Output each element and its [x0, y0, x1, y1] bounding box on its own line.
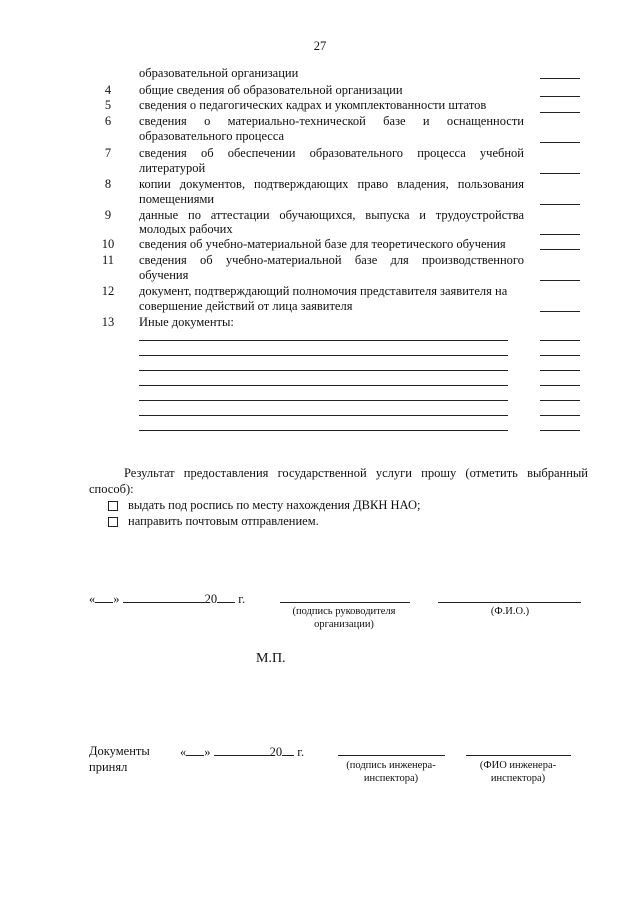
list-item-number: 4 — [104, 83, 112, 97]
other-document-line — [139, 355, 508, 356]
list-item-text: сведения об учебно-материальной базе для теоретического обучения — [139, 237, 506, 251]
entry-blank-line — [540, 400, 580, 401]
list-item-text: копии документов, подтверждающих право владения, пользования — [139, 177, 524, 191]
signature-caption: (подпись руководителя — [292, 606, 396, 617]
day-blank — [95, 591, 113, 603]
list-item-text: сведения о материально-технической базе и оснащенности — [139, 114, 524, 128]
list-item-text: данные по аттестации обучающихся, выпуска и трудоустройства — [139, 208, 524, 222]
entry-blank-line — [540, 311, 580, 312]
result-paragraph-line2: способ): — [89, 482, 134, 496]
option-checkbox[interactable] — [108, 501, 118, 511]
entry-blank-line — [540, 204, 580, 205]
list-item-number: 13 — [101, 315, 115, 329]
accepted-label: Документы — [89, 744, 150, 758]
entry-blank-line — [540, 249, 580, 250]
quote-close: » — [113, 592, 120, 606]
list-item-text: общие сведения об образовательной организации — [139, 83, 403, 97]
list-item-text: совершение действий от лица заявителя — [139, 299, 353, 313]
list-item-text: молодых рабочих — [139, 222, 233, 236]
other-document-line — [139, 415, 508, 416]
page-number: 27 — [313, 39, 327, 53]
list-item-text: сведения о педагогических кадрах и укомплектованности штатов — [139, 98, 487, 112]
entry-blank-line — [540, 234, 580, 235]
list-item-number: 11 — [101, 253, 115, 267]
entry-blank-line — [540, 415, 580, 416]
entry-blank-line — [540, 355, 580, 356]
option-label: направить почтовым отправлением. — [128, 514, 319, 528]
stamp-placeholder: М.П. — [256, 651, 286, 666]
list-item-text: Иные документы: — [139, 315, 234, 329]
accepted-label: принял — [89, 760, 128, 774]
other-document-line — [139, 385, 508, 386]
month-blank — [123, 591, 205, 603]
other-document-line — [139, 370, 508, 371]
list-item-number: 6 — [104, 114, 112, 128]
entry-blank-line — [540, 142, 580, 143]
year-prefix: 20 — [204, 592, 218, 606]
fio-line — [466, 755, 571, 756]
list-item-text: образовательной организации — [139, 66, 299, 80]
year-suffix: г. — [297, 745, 305, 759]
entry-blank-line — [540, 280, 580, 281]
other-document-line — [139, 430, 508, 431]
list-item-text: помещениями — [139, 192, 215, 206]
list-item-text: обучения — [139, 268, 189, 282]
entry-blank-line — [540, 96, 580, 97]
signature-caption: организации) — [314, 619, 374, 630]
entry-blank-line — [540, 173, 580, 174]
option-checkbox[interactable] — [108, 517, 118, 527]
quote-open: « — [180, 745, 187, 759]
entry-blank-line — [540, 78, 580, 79]
fio-caption: (Ф.И.О.) — [490, 606, 530, 617]
list-item-text: сведения об учебно-материальной базе для производственного — [139, 253, 524, 267]
list-item-text: литературой — [139, 161, 206, 175]
date-field — [89, 591, 245, 606]
entry-blank-line — [540, 430, 580, 431]
list-item-number: 8 — [104, 177, 112, 191]
month-blank — [214, 744, 270, 756]
other-document-line — [139, 400, 508, 401]
option-label: выдать под роспись по месту нахождения ДВКН НАО; — [128, 498, 421, 512]
result-paragraph-line1: Результат предоставления государственной услуги прошу (отметить выбранный — [124, 466, 588, 480]
list-item-text: сведения об обеспечении образовательного процесса учебной — [139, 146, 524, 160]
quote-close: » — [204, 745, 211, 759]
day-blank — [186, 744, 204, 756]
fio-line — [438, 602, 581, 603]
list-item-number: 12 — [101, 284, 115, 298]
list-item-text: документ, подтверждающий полномочия представителя заявителя на — [139, 284, 508, 298]
signature-line — [338, 755, 445, 756]
entry-blank-line — [540, 370, 580, 371]
year-blank — [282, 744, 294, 756]
signature-caption: (подпись инженера- — [346, 760, 436, 771]
date-field — [180, 744, 304, 759]
list-item-number: 5 — [104, 98, 112, 112]
year-prefix: 20 — [269, 745, 283, 759]
year-suffix: г. — [238, 592, 246, 606]
quote-open: « — [89, 592, 96, 606]
list-item-number: 9 — [104, 208, 112, 222]
entry-blank-line — [540, 385, 580, 386]
other-document-line — [139, 340, 508, 341]
list-item-number: 7 — [104, 146, 112, 160]
entry-blank-line — [540, 340, 580, 341]
fio-caption: (ФИО инженера- — [479, 760, 557, 771]
year-blank — [217, 591, 235, 603]
signature-caption: инспектора) — [363, 773, 419, 784]
fio-caption: инспектора) — [490, 773, 546, 784]
list-item-number: 10 — [101, 237, 115, 251]
signature-line — [280, 602, 410, 603]
entry-blank-line — [540, 112, 580, 113]
list-item-text: образовательного процесса — [139, 129, 285, 143]
